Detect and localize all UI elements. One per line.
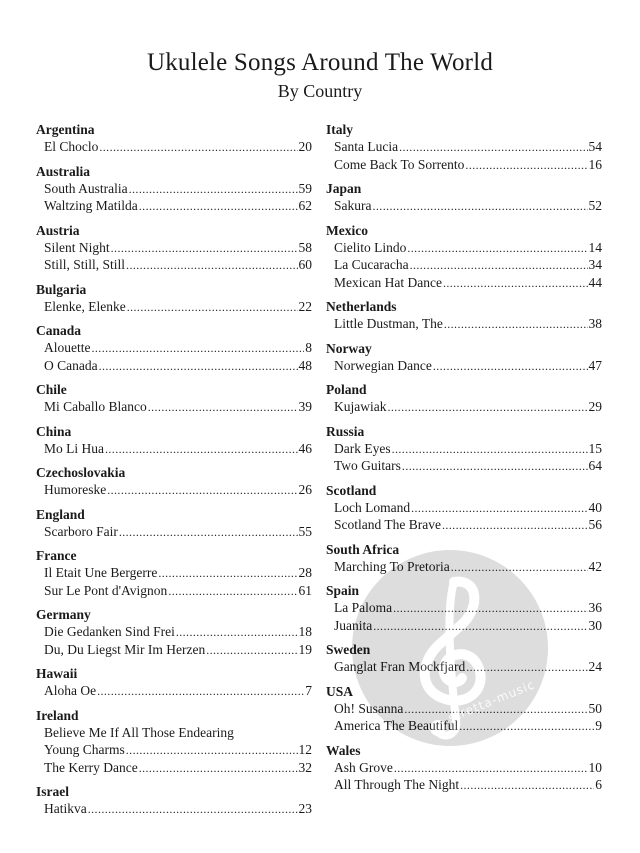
song-title: Sur Le Pont d'Avignon bbox=[44, 582, 168, 598]
song-title: Norwegian Dance bbox=[334, 357, 432, 373]
song-title: Believe Me If All Those Endearing bbox=[44, 724, 234, 740]
country-heading: Mexico bbox=[326, 222, 368, 238]
song-title: Young Charms bbox=[44, 742, 125, 757]
song-entry bbox=[326, 617, 602, 635]
song-entry bbox=[36, 481, 312, 499]
song-entry bbox=[326, 759, 602, 777]
country-group bbox=[36, 222, 312, 274]
song-entry bbox=[326, 599, 602, 617]
dot-leader bbox=[206, 642, 297, 660]
song-entry bbox=[36, 741, 312, 759]
page-number: 52 bbox=[588, 198, 602, 213]
dot-leader bbox=[402, 458, 588, 476]
dot-leader bbox=[373, 198, 588, 216]
song-title: Oh! Susanna bbox=[334, 700, 404, 716]
dot-leader bbox=[126, 257, 297, 275]
song-entry bbox=[326, 516, 602, 534]
song-entry bbox=[326, 558, 602, 576]
song-entry bbox=[36, 564, 312, 582]
dot-leader bbox=[92, 340, 305, 358]
country-group bbox=[326, 222, 602, 292]
song-entry bbox=[36, 256, 312, 274]
page-number: 34 bbox=[588, 257, 602, 272]
dot-leader bbox=[373, 618, 587, 636]
song-entry bbox=[326, 239, 602, 257]
song-title: Santa Lucia bbox=[334, 139, 399, 154]
page-number: 10 bbox=[588, 759, 602, 775]
song-title: Two Guitars bbox=[334, 458, 401, 473]
page-number: 29 bbox=[588, 399, 602, 414]
dot-leader bbox=[176, 624, 298, 642]
dot-leader bbox=[465, 157, 587, 175]
song-entry bbox=[326, 357, 602, 375]
page-number: 32 bbox=[298, 759, 312, 775]
dot-leader bbox=[99, 139, 297, 157]
dot-leader bbox=[168, 583, 297, 601]
page-number: 58 bbox=[298, 239, 312, 255]
song-title: Aloha Oe bbox=[44, 683, 97, 698]
song-entry bbox=[36, 180, 312, 198]
country-group bbox=[36, 547, 312, 599]
song-entry bbox=[36, 759, 312, 777]
page-number: 18 bbox=[298, 624, 312, 639]
song-entry bbox=[36, 523, 312, 541]
song-title: The Kerry Dance bbox=[44, 759, 138, 775]
song-title: Alouette bbox=[44, 340, 91, 355]
page-title: Ukulele Songs Around The World bbox=[146, 49, 494, 76]
song-title: El Choclo bbox=[44, 139, 99, 154]
country-heading: Sweden bbox=[326, 642, 371, 657]
dot-leader bbox=[451, 559, 588, 577]
country-group bbox=[326, 180, 602, 215]
song-title: Sakura bbox=[334, 198, 372, 213]
country-heading: France bbox=[36, 548, 77, 563]
dot-leader bbox=[158, 565, 297, 583]
dot-leader bbox=[105, 441, 298, 459]
song-title: Mo Li Hua bbox=[44, 440, 104, 456]
song-entry-line bbox=[36, 724, 312, 742]
page-number: 8 bbox=[305, 340, 312, 355]
page-number: 22 bbox=[298, 298, 312, 314]
country-group bbox=[326, 641, 602, 676]
country-group bbox=[326, 423, 602, 475]
song-entry bbox=[36, 440, 312, 458]
dot-leader bbox=[107, 482, 297, 500]
song-entry bbox=[36, 239, 312, 257]
dot-leader bbox=[97, 683, 304, 701]
page-number: 42 bbox=[588, 558, 602, 574]
song-title: South Australia bbox=[44, 180, 128, 196]
page-number: 59 bbox=[298, 180, 312, 196]
song-entry bbox=[36, 298, 312, 316]
song-title: Elenke, Elenke bbox=[44, 298, 126, 314]
country-heading: Hawaii bbox=[36, 666, 78, 681]
song-title: Mi Caballo Blanco bbox=[44, 399, 147, 414]
dot-leader bbox=[119, 524, 298, 542]
dot-leader bbox=[88, 801, 298, 819]
country-group bbox=[36, 606, 312, 658]
song-title: Come Back To Sorrento bbox=[334, 156, 465, 172]
country-group bbox=[326, 742, 602, 794]
page-number: 14 bbox=[588, 239, 602, 255]
country-group bbox=[36, 281, 312, 316]
watermark-text: stretta-music bbox=[446, 677, 538, 725]
page-subtitle: By Country bbox=[277, 81, 363, 101]
dot-leader bbox=[387, 399, 587, 417]
song-title: Mexican Hat Dance bbox=[334, 274, 442, 290]
dot-leader bbox=[148, 399, 298, 417]
country-heading: Japan bbox=[326, 181, 362, 196]
dot-leader bbox=[394, 760, 588, 778]
song-title: All Through The Night bbox=[334, 777, 460, 792]
song-title: Du, Du Liegst Mir Im Herzen bbox=[44, 641, 206, 657]
dot-leader bbox=[127, 299, 298, 317]
page-number: 38 bbox=[588, 316, 602, 331]
song-title: Silent Night bbox=[44, 239, 110, 255]
country-heading: China bbox=[36, 423, 72, 439]
country-group bbox=[326, 121, 602, 173]
page-number: 50 bbox=[588, 700, 602, 716]
country-heading: Israel bbox=[36, 784, 69, 799]
country-heading: Spain bbox=[326, 583, 360, 598]
country-group bbox=[326, 482, 602, 534]
country-group bbox=[36, 783, 312, 818]
song-entry bbox=[36, 582, 312, 600]
dot-leader bbox=[444, 316, 588, 334]
dot-leader bbox=[410, 257, 588, 275]
dot-leader bbox=[392, 441, 588, 459]
page-number: 62 bbox=[298, 198, 312, 213]
dot-leader bbox=[411, 500, 587, 518]
country-heading: Australia bbox=[36, 163, 90, 179]
page-number: 61 bbox=[298, 582, 312, 598]
page-number: 47 bbox=[588, 357, 602, 373]
page-number: 26 bbox=[298, 482, 312, 497]
country-group bbox=[36, 121, 312, 156]
country-heading: Italy bbox=[326, 122, 353, 137]
song-title: Marching To Pretoria bbox=[334, 558, 450, 574]
dot-leader bbox=[460, 777, 594, 795]
country-heading: Bulgaria bbox=[36, 281, 87, 297]
country-heading: Argentina bbox=[36, 122, 95, 137]
country-heading: Ireland bbox=[36, 707, 79, 723]
page-number: 39 bbox=[298, 399, 312, 414]
song-title: Scarboro Fair bbox=[44, 523, 118, 539]
song-entry bbox=[326, 156, 602, 174]
dot-leader bbox=[139, 198, 298, 216]
song-entry bbox=[36, 197, 312, 215]
song-entry bbox=[326, 274, 602, 292]
country-heading: Scotland bbox=[326, 482, 377, 498]
song-entry bbox=[36, 398, 312, 416]
page-number: 30 bbox=[588, 617, 602, 633]
dot-leader bbox=[442, 517, 588, 535]
song-entry bbox=[36, 357, 312, 375]
dot-leader bbox=[111, 240, 298, 258]
page-number: 40 bbox=[588, 499, 602, 515]
country-heading: Austria bbox=[36, 222, 80, 238]
dot-leader bbox=[433, 358, 588, 376]
song-title: Little Dustman, The bbox=[334, 316, 443, 331]
country-heading: Chile bbox=[36, 382, 67, 397]
page-number: 16 bbox=[588, 156, 602, 172]
page-number: 12 bbox=[298, 742, 312, 757]
country-group bbox=[36, 665, 312, 700]
page-number: 60 bbox=[298, 257, 312, 272]
page-number: 9 bbox=[595, 718, 602, 733]
dot-leader bbox=[443, 275, 588, 293]
song-entry bbox=[36, 623, 312, 641]
country-group bbox=[36, 423, 312, 458]
song-entry bbox=[326, 457, 602, 475]
dot-leader bbox=[393, 600, 587, 618]
song-title: La Paloma bbox=[334, 600, 393, 615]
song-entry bbox=[326, 398, 602, 416]
country-group bbox=[326, 340, 602, 375]
index-column-right bbox=[326, 121, 602, 801]
song-title: Juanita bbox=[334, 617, 373, 633]
country-group bbox=[326, 381, 602, 416]
page-number: 19 bbox=[298, 641, 312, 657]
dot-leader bbox=[407, 240, 587, 258]
song-title: Die Gedanken Sind Frei bbox=[44, 624, 175, 639]
country-heading: Netherlands bbox=[326, 299, 397, 314]
country-heading: Czechoslovakia bbox=[36, 465, 126, 480]
song-title: Humoreske bbox=[44, 482, 107, 497]
index-column-left bbox=[36, 121, 312, 825]
dot-leader bbox=[139, 760, 298, 778]
song-title: Still, Still, Still bbox=[44, 257, 126, 272]
country-group bbox=[326, 298, 602, 333]
dot-leader bbox=[459, 718, 594, 736]
song-entry bbox=[36, 800, 312, 818]
page-number: 20 bbox=[298, 139, 312, 154]
song-entry bbox=[326, 315, 602, 333]
song-title: La Cucaracha bbox=[334, 257, 409, 272]
country-heading: Canada bbox=[36, 323, 82, 338]
song-title: Loch Lomand bbox=[334, 499, 411, 515]
country-group bbox=[326, 582, 602, 634]
song-entry bbox=[36, 641, 312, 659]
page-number: 15 bbox=[588, 440, 602, 456]
country-heading: South Africa bbox=[326, 541, 400, 557]
country-group bbox=[326, 541, 602, 576]
page-number: 48 bbox=[298, 357, 312, 373]
page-number: 7 bbox=[305, 683, 312, 698]
page-number: 54 bbox=[588, 139, 602, 154]
country-heading: USA bbox=[326, 683, 354, 699]
country-heading: England bbox=[36, 506, 85, 522]
country-group bbox=[36, 506, 312, 541]
song-title: O Canada bbox=[44, 357, 98, 373]
song-title: America The Beautiful bbox=[334, 718, 459, 733]
song-title: Hatikva bbox=[44, 801, 87, 816]
song-entry bbox=[326, 440, 602, 458]
country-group bbox=[36, 464, 312, 499]
song-entry bbox=[326, 658, 602, 676]
country-group bbox=[36, 381, 312, 416]
country-group bbox=[36, 163, 312, 215]
song-entry bbox=[36, 682, 312, 700]
page-number: 24 bbox=[588, 659, 602, 674]
country-heading: Germany bbox=[36, 607, 91, 622]
song-entry bbox=[326, 499, 602, 517]
country-heading: Poland bbox=[326, 382, 367, 397]
page-number: 28 bbox=[298, 565, 312, 580]
dot-leader bbox=[466, 659, 587, 677]
page-number: 64 bbox=[588, 458, 602, 473]
page-number: 6 bbox=[595, 777, 602, 792]
dot-leader bbox=[129, 181, 298, 199]
song-title: Scotland The Brave bbox=[334, 517, 441, 532]
song-entry bbox=[326, 138, 602, 156]
song-entry bbox=[326, 256, 602, 274]
song-title: Ash Grove bbox=[334, 759, 393, 775]
song-title: Cielito Lindo bbox=[334, 239, 407, 255]
country-group bbox=[36, 322, 312, 374]
country-heading: Wales bbox=[326, 742, 361, 758]
song-title: Il Etait Une Bergerre bbox=[44, 565, 158, 580]
song-entry bbox=[326, 776, 602, 794]
page-number: 46 bbox=[298, 440, 312, 456]
dot-leader bbox=[399, 139, 587, 157]
song-entry bbox=[36, 339, 312, 357]
dot-leader bbox=[126, 742, 298, 760]
song-entry bbox=[326, 197, 602, 215]
page-number: 23 bbox=[298, 801, 312, 816]
page-number: 56 bbox=[588, 517, 602, 532]
song-entry bbox=[36, 138, 312, 156]
country-group bbox=[36, 707, 312, 777]
dot-leader bbox=[99, 358, 298, 376]
song-title: Waltzing Matilda bbox=[44, 198, 138, 213]
song-title: Kujawiak bbox=[334, 399, 387, 414]
song-title: Dark Eyes bbox=[334, 440, 391, 456]
song-title: Ganglat Fran Mockfjard bbox=[334, 659, 466, 674]
country-heading: Norway bbox=[326, 340, 372, 356]
page-number: 36 bbox=[588, 600, 602, 615]
page-number: 55 bbox=[298, 523, 312, 539]
page-number: 44 bbox=[588, 274, 602, 290]
country-heading: Russia bbox=[326, 423, 365, 439]
